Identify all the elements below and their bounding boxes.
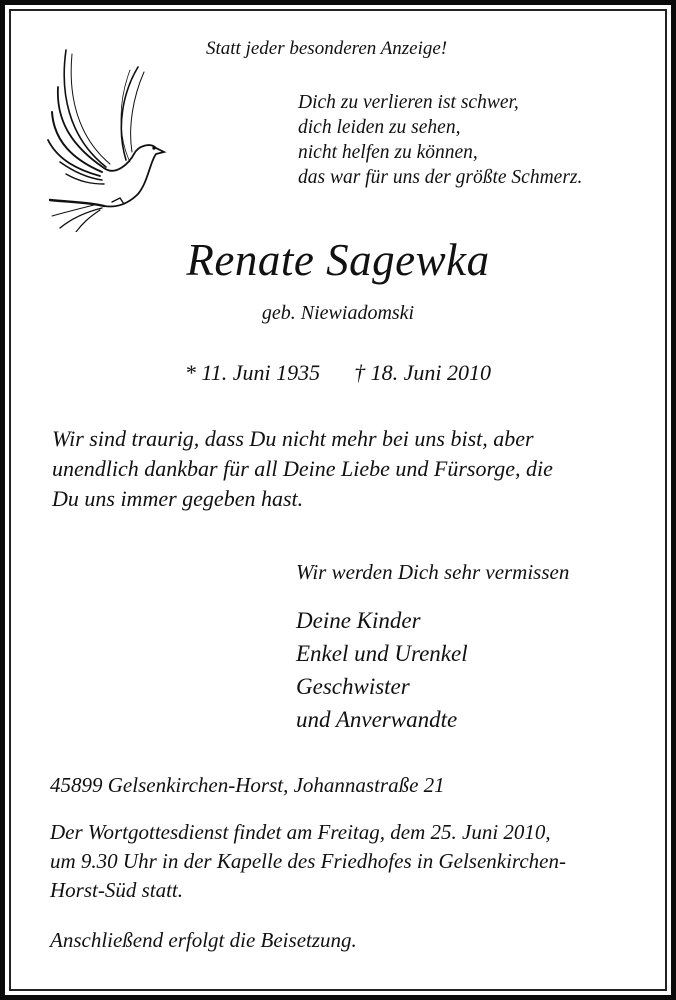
- life-dates: [0, 360, 676, 386]
- family-line: Enkel und Urenkel: [296, 641, 468, 666]
- poem-line: das war für uns der größte Schmerz.: [298, 167, 583, 188]
- poem-line: nicht helfen zu können,: [298, 142, 478, 163]
- poem-line: Dich zu verlieren ist schwer,: [298, 92, 519, 113]
- death-date: † 18. Juni 2010: [354, 360, 492, 385]
- message-line: Wir sind traurig, dass Du nicht mehr bei uns bist, aber: [52, 426, 534, 451]
- family-line: und Anverwandte: [296, 707, 458, 732]
- service-line: Horst-Süd statt.: [50, 878, 184, 902]
- poem-line: dich leiden zu sehen,: [298, 117, 461, 138]
- dove-icon: [38, 42, 188, 232]
- family-line: Deine Kinder: [296, 608, 421, 633]
- message-line: Du uns immer gegeben hast.: [52, 486, 304, 511]
- service-info: [50, 818, 566, 905]
- miss-text: Wir werden Dich sehr vermissen: [296, 560, 570, 584]
- birth-date: * 11. Juni 1935: [184, 360, 321, 385]
- deceased-name: Renate Sagewka: [186, 235, 490, 285]
- message-line: unendlich dankbar für all Deine Liebe und Fürsorge, die: [52, 456, 553, 481]
- service-line: Der Wortgottesdienst findet am Freitag, dem 25. Juni 2010,: [50, 820, 551, 844]
- service-line: um 9.30 Uhr in der Kapelle des Friedhofes in Gelsenkirchen-: [50, 849, 566, 873]
- message: [52, 424, 553, 514]
- poem: [298, 90, 582, 190]
- address: 45899 Gelsenkirchen-Horst, Johannastraße 21: [50, 773, 445, 797]
- family-list: [296, 604, 468, 736]
- burial-info: Anschließend erfolgt die Beisetzung.: [50, 928, 357, 952]
- family-line: Geschwister: [296, 674, 410, 699]
- birth-name: geb. Niewiadomski: [261, 302, 415, 324]
- intro-text: Statt jeder besonderen Anzeige!: [206, 38, 448, 59]
